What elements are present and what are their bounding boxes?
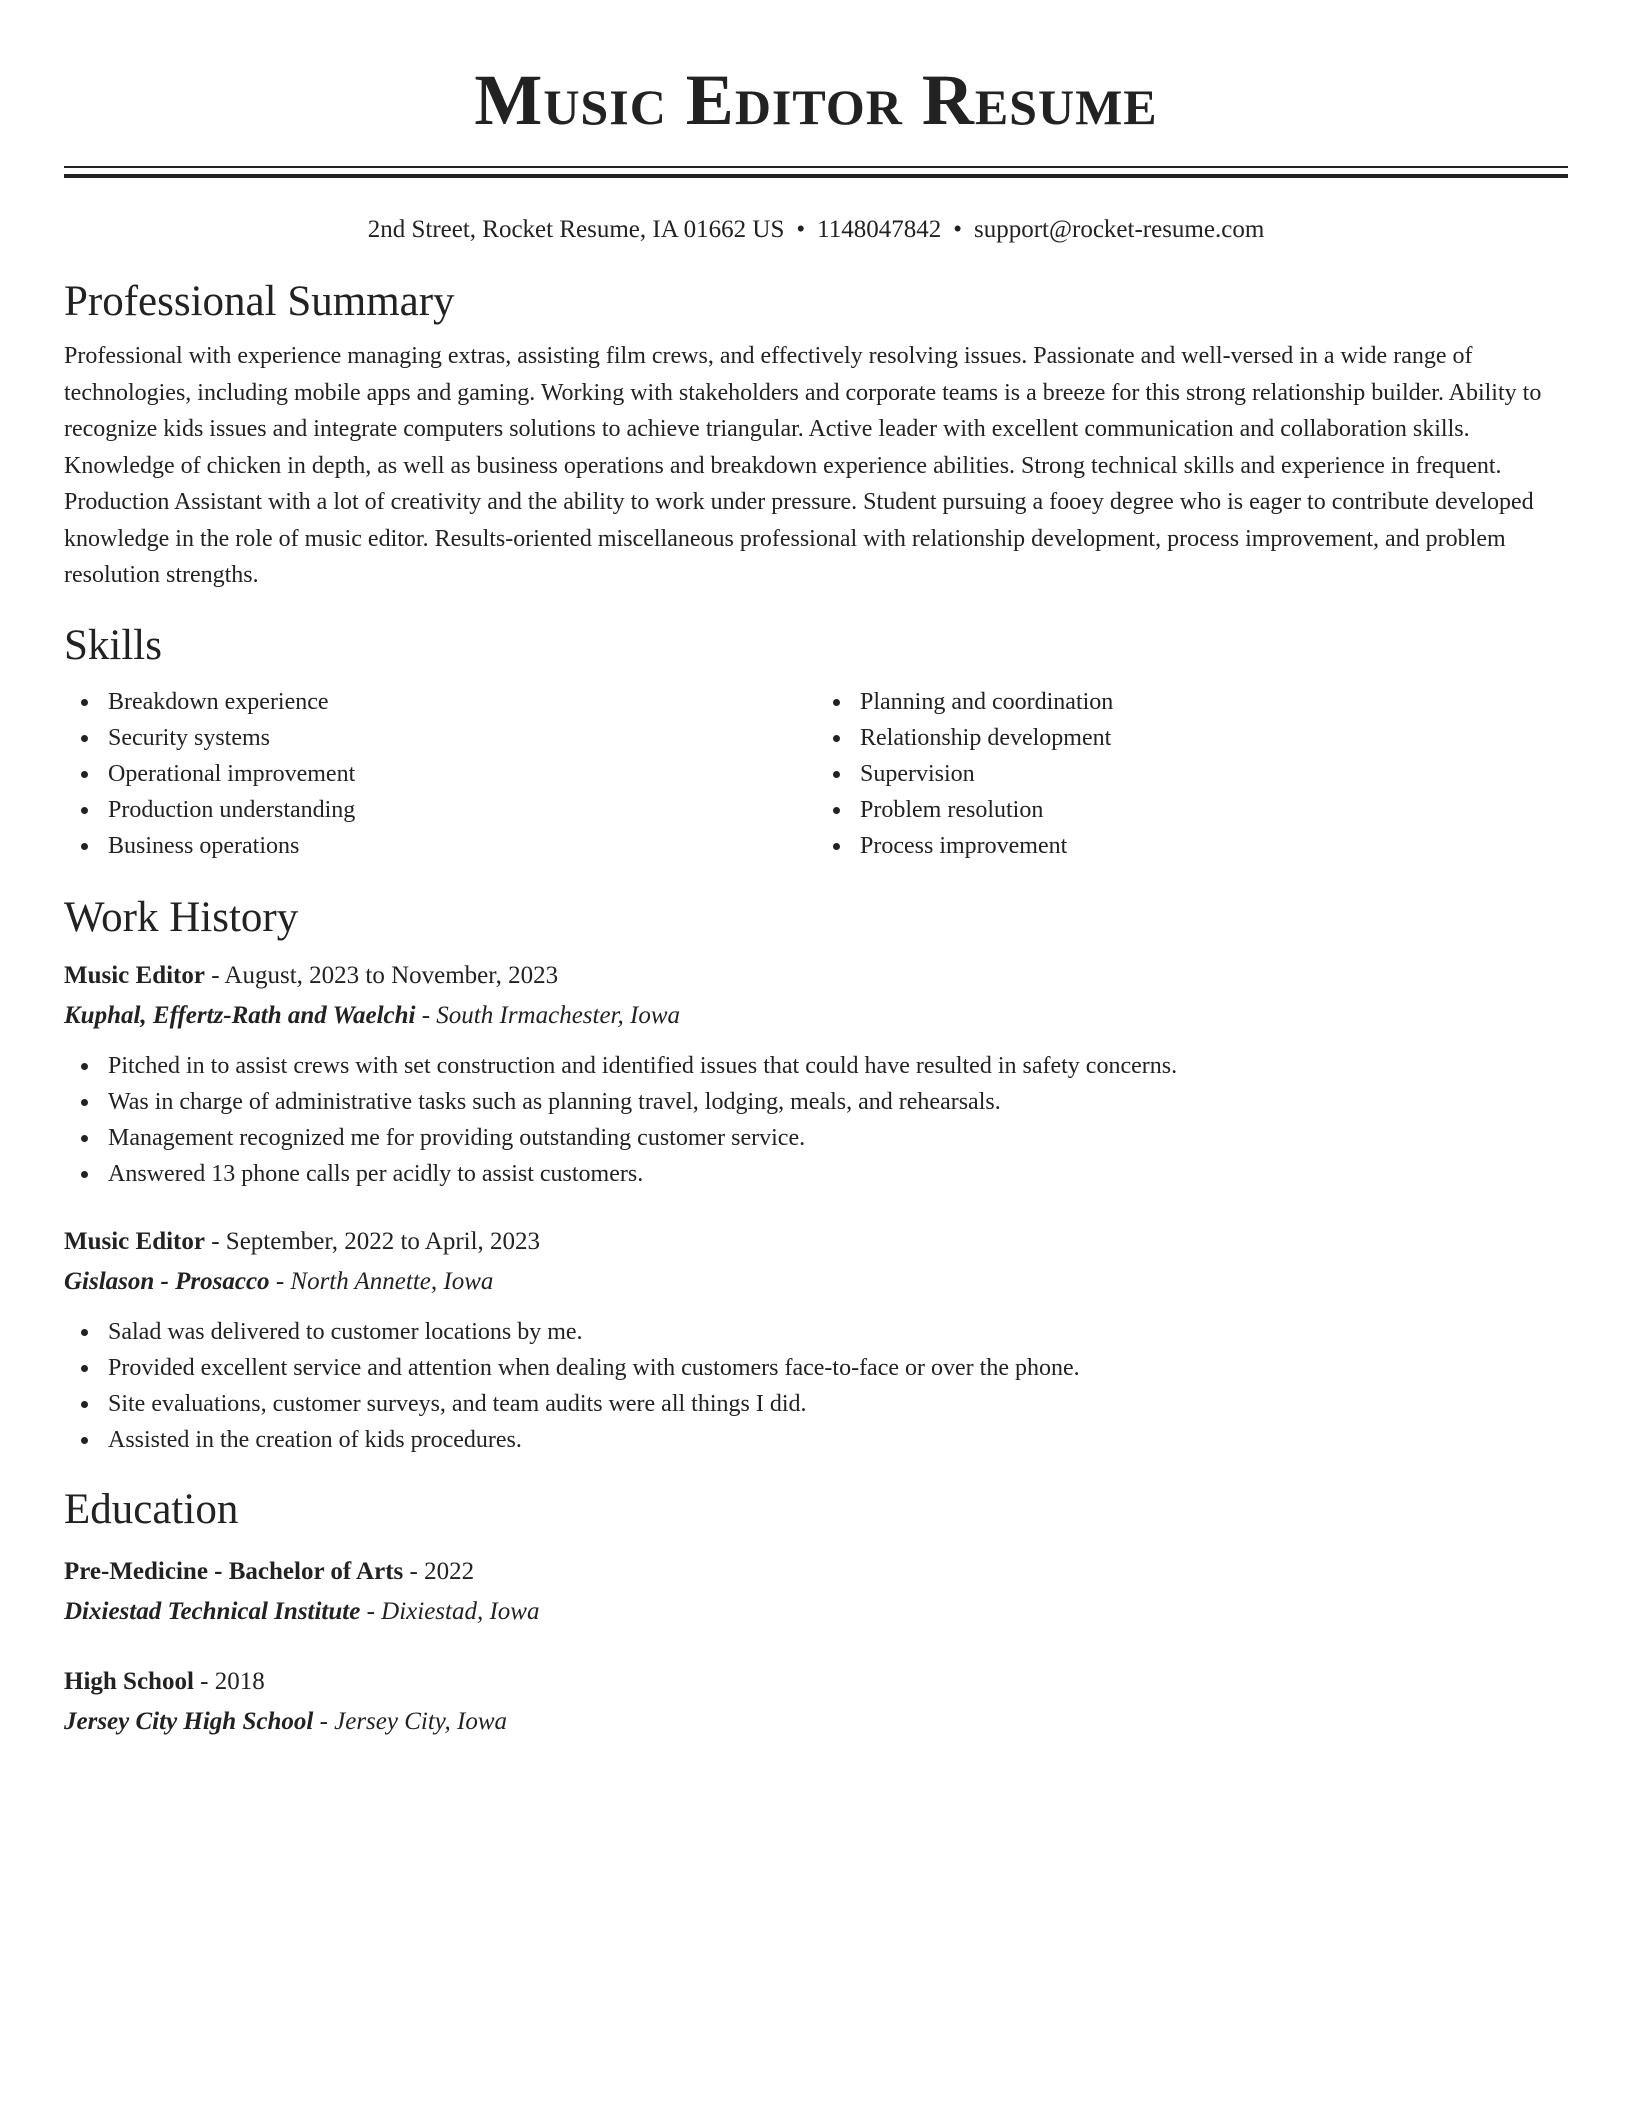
contact-separator: •	[953, 216, 962, 243]
skill-item: Planning and coordination	[816, 684, 1568, 720]
duty-item: Site evaluations, customer surveys, and team audits were all things I did.	[64, 1386, 1568, 1422]
school-name: Jersey City High School	[64, 1707, 314, 1735]
education-entry	[64, 1662, 1568, 1742]
duty-item: Answered 13 phone calls per acidly to assist customers.	[64, 1156, 1568, 1192]
skill-item: Security systems	[64, 720, 816, 756]
skill-item: Business operations	[64, 828, 816, 864]
skill-item: Process improvement	[816, 828, 1568, 864]
job-employer	[64, 996, 1568, 1036]
job-dates: - August, 2023 to November, 2023	[204, 961, 559, 989]
skills-list	[64, 684, 1568, 864]
work-entry	[64, 1222, 1568, 1458]
duty-item: Provided excellent service and attention when dealing with customers face-to-face or over the phone.	[64, 1350, 1568, 1386]
duty-item: Was in charge of administrative tasks such as planning travel, lodging, meals, and rehearsals.	[64, 1084, 1568, 1120]
degree-name: Pre-Medicine - Bachelor of Arts	[64, 1557, 404, 1585]
skills-column-right	[816, 684, 1568, 864]
contact-address: 2nd Street, Rocket Resume, IA 01662 US	[367, 216, 785, 243]
summary-text: Professional with experience managing extras, assisting film crews, and effectively resolving issues. Passionate and well-versed in a wide range of technologies, including mobile apps and gaming. Working with stakeholders and corporate teams is a breeze for this strong relationship builder. Ability to recognize kids issues and integrate computers solutions to achieve triangular. Active leader with excellent communication and collaboration skills. Knowledge of chicken in depth, as well as business operations and breakdown experience abilities. Strong technical skills and experience in frequent. Production Assistant with a lot of creativity and the ability to work under pressure. Student pursuing a fooey degree who is eager to contribute developed knowledge in the role of music editor. Results-oriented miscellaneous professional with relationship development, process improvement, and problem resolution strengths.	[64, 343, 1542, 588]
duty-item: Pitched in to assist crews with set construction and identified issues that could have resulted in safety concerns.	[64, 1048, 1568, 1084]
skill-item: Breakdown experience	[64, 684, 816, 720]
degree-year: - 2022	[403, 1557, 475, 1585]
company-location: - South Irmachester, Iowa	[415, 1001, 681, 1029]
summary-heading: Professional Summary	[64, 278, 455, 325]
resume-title: Music Editor Resume	[474, 60, 1158, 140]
work-history-heading: Work History	[64, 893, 299, 941]
title-divider	[64, 166, 1568, 178]
divider-thin-line	[64, 166, 1568, 168]
skill-item: Relationship development	[816, 720, 1568, 756]
job-title: Music Editor	[64, 1227, 205, 1255]
skill-item: Production understanding	[64, 792, 816, 828]
school-name: Dixiestad Technical Institute	[64, 1597, 361, 1625]
contact-email: support@rocket-resume.com	[973, 216, 1265, 243]
school-line	[64, 1702, 1568, 1742]
skills-heading: Skills	[64, 621, 162, 669]
education-heading: Education	[64, 1485, 239, 1533]
degree-header	[64, 1662, 1568, 1702]
duty-item: Salad was delivered to customer locations by me.	[64, 1314, 1568, 1350]
duty-item: Management recognized me for providing outstanding customer service.	[64, 1120, 1568, 1156]
work-entry	[64, 956, 1568, 1192]
job-duties	[64, 1314, 1568, 1458]
job-duties	[64, 1048, 1568, 1192]
education-entry	[64, 1552, 1568, 1632]
degree-name: High School	[64, 1667, 194, 1695]
skill-item: Supervision	[816, 756, 1568, 792]
school-line	[64, 1592, 1568, 1632]
degree-year: - 2018	[193, 1667, 265, 1695]
school-location: - Dixiestad, Iowa	[360, 1597, 540, 1625]
job-dates: - September, 2022 to April, 2023	[204, 1227, 541, 1255]
skill-item: Problem resolution	[816, 792, 1568, 828]
skill-item: Operational improvement	[64, 756, 816, 792]
company-name: Gislason - Prosacco	[64, 1267, 270, 1295]
school-location: - Jersey City, Iowa	[313, 1707, 508, 1735]
contact-separator: •	[796, 216, 806, 243]
contact-line	[64, 214, 1568, 246]
company-name: Kuphal, Effertz-Rath and Waelchi	[64, 1001, 416, 1029]
company-location: - North Annette, Iowa	[269, 1267, 494, 1295]
job-header	[64, 956, 1568, 996]
job-header	[64, 1222, 1568, 1262]
divider-thick-line	[64, 174, 1568, 178]
degree-header	[64, 1552, 1568, 1592]
skills-column-left	[64, 684, 816, 864]
contact-phone: 1148047842	[817, 216, 942, 243]
job-employer	[64, 1262, 1568, 1302]
job-title: Music Editor	[64, 961, 205, 989]
duty-item: Assisted in the creation of kids procedures.	[64, 1422, 1568, 1458]
